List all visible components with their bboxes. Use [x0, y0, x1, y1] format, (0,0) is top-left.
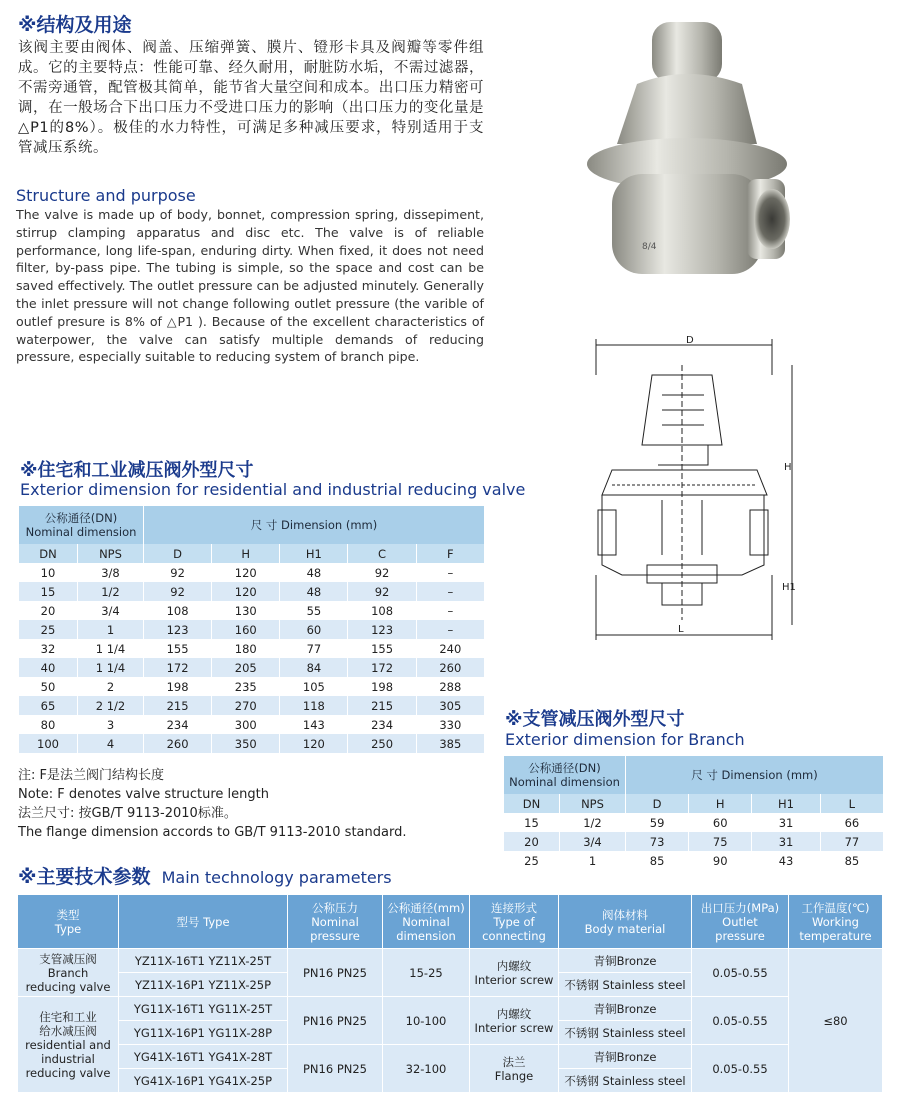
- table-column-row: [19, 544, 485, 563]
- outlet-cell: 0.05-0.55: [692, 1045, 789, 1093]
- connect-line: 内螺纹: [496, 958, 532, 973]
- column-header: NPS: [560, 794, 626, 813]
- header-line: connecting: [482, 928, 546, 943]
- table-cell: 84: [280, 658, 348, 677]
- params-table: [17, 894, 883, 1093]
- header-line: Outlet: [722, 914, 758, 929]
- table-cell: 25: [19, 620, 78, 639]
- table-cell: –: [416, 563, 484, 582]
- header-outlet: [692, 895, 789, 949]
- header-temp: [789, 895, 883, 949]
- structure-heading-en: Structure and purpose: [16, 186, 196, 205]
- structure-paragraph-cn: 该阀主要由阀体、阀盖、压缩弹簧、膜片、镫形卡具及阀瓣等零件组成。它的主要特点：性能可靠、经久耐用，耐脏防水垢，不需过滤器，不需旁通管，配管极其简单，能节省大量空间和成本。出口压力精密可调，在一般场合下出口压力不受进口压力的影响（出口压力的变化量是△P1的8%）。极佳的水力特性，可满足多种减压要求，特别适用于支管减压系统。: [18, 40, 484, 156]
- table-cell: 59: [626, 813, 689, 832]
- table-row: [18, 997, 883, 1021]
- table-cell: 2 1/2: [78, 696, 144, 715]
- type-cell: [18, 949, 119, 997]
- table-column-row: [504, 794, 884, 813]
- header-line: 类型: [56, 907, 80, 922]
- nominal-header: [19, 506, 144, 544]
- table-cell: 3/8: [78, 563, 144, 582]
- dimension-header: 尺 寸 Dimension (mm): [626, 756, 884, 794]
- table-row: [19, 601, 485, 620]
- table-cell: 300: [212, 715, 280, 734]
- table-cell: –: [416, 582, 484, 601]
- table-row: [504, 851, 884, 870]
- table-cell: 2: [78, 677, 144, 696]
- table-cell: 180: [212, 639, 280, 658]
- params-header-row: [18, 895, 883, 949]
- table-cell: 130: [212, 601, 280, 620]
- table-cell: 120: [212, 563, 280, 582]
- table-cell: 205: [212, 658, 280, 677]
- table-row: [18, 949, 883, 973]
- table-cell: 15: [504, 813, 560, 832]
- table-row: [504, 832, 884, 851]
- table-cell: 25: [504, 851, 560, 870]
- table-cell: 20: [19, 601, 78, 620]
- pressure-cell: PN16 PN25: [288, 1045, 383, 1093]
- material-cell: 青铜Bronze: [559, 949, 692, 973]
- table-cell: 350: [212, 734, 280, 753]
- model-cell: YG11X-16T1 YG11X-25T: [119, 997, 288, 1021]
- table-cell: 55: [280, 601, 348, 620]
- table-cell: 305: [416, 696, 484, 715]
- table-cell: 260: [144, 734, 212, 753]
- table-cell: 108: [144, 601, 212, 620]
- table-cell: 1: [560, 851, 626, 870]
- type-line: industrial: [41, 1051, 95, 1066]
- table-row: [504, 813, 884, 832]
- table-cell: 240: [416, 639, 484, 658]
- table-cell: –: [416, 601, 484, 620]
- material-cell: 不锈钢 Stainless steel: [559, 1069, 692, 1093]
- table-row: [19, 677, 485, 696]
- table-cell: 123: [348, 620, 416, 639]
- table-cell: 92: [144, 582, 212, 601]
- table-cell: 40: [19, 658, 78, 677]
- table-cell: –: [416, 620, 484, 639]
- table-row: [18, 1045, 883, 1069]
- dim-label-l: L: [678, 624, 684, 635]
- column-header: L: [820, 794, 883, 813]
- header-model: 型号 Type: [119, 895, 288, 949]
- pressure-cell: PN16 PN25: [288, 949, 383, 997]
- table-cell: 235: [212, 677, 280, 696]
- table-cell: 160: [212, 620, 280, 639]
- branch-heading-cn: ※支管减压阀外型尺寸: [505, 709, 685, 730]
- header-material: [559, 895, 692, 949]
- table-row: [19, 639, 485, 658]
- structure-paragraph-en: The valve is made up of body, bonnet, compression spring, dissepiment, stirrup clamping apparatus and disc etc. The valve is of reliable performance, long life-span, enduring dirty. When fixed, it does not need filter, by-pass pipe. The tubing is simple, so the space and cost can be saved effectively. The outlet pressure can be adjusted minutely. Generally the inlet pressure will not change following outlet pressure (the varible of outlef presure is 8% of △P1 ). Because of the excellent characteristics of waterpower, the valve can satisfy multiple demands of reducing pressure, especially suitable to reducing system of branch pipe.: [16, 207, 484, 365]
- connect-cell: [470, 1045, 559, 1093]
- branch-heading-en: Exterior dimension for Branch: [505, 730, 745, 749]
- table-cell: 120: [212, 582, 280, 601]
- header-line: dimension: [396, 928, 456, 943]
- material-cell: 不锈钢 Stainless steel: [559, 1021, 692, 1045]
- table-cell: 1/2: [78, 582, 144, 601]
- table-row: [19, 658, 485, 677]
- table-cell: 118: [280, 696, 348, 715]
- connect-line: Interior screw: [474, 1020, 554, 1035]
- branch-dimension-table: [503, 756, 884, 870]
- table-cell: 92: [144, 563, 212, 582]
- table-cell: 73: [626, 832, 689, 851]
- header-line: pressure: [310, 928, 360, 943]
- header-connect: [470, 895, 559, 949]
- header-line: Type of: [493, 914, 535, 929]
- table-cell: 270: [212, 696, 280, 715]
- table-cell: 92: [348, 563, 416, 582]
- column-header: DN: [504, 794, 560, 813]
- connect-cell: [470, 997, 559, 1045]
- residential-dimension-table: [18, 506, 485, 753]
- table-cell: 90: [689, 851, 752, 870]
- header-line: Nominal: [311, 914, 359, 929]
- table-cell: 120: [280, 734, 348, 753]
- table-cell: 1/2: [560, 813, 626, 832]
- column-header: NPS: [78, 544, 144, 563]
- valve-photo: [582, 14, 794, 296]
- residential-heading-en: Exterior dimension for residential and industrial reducing valve: [20, 480, 526, 499]
- column-header: H: [212, 544, 280, 563]
- pressure-cell: PN16 PN25: [288, 997, 383, 1045]
- table-cell: 143: [280, 715, 348, 734]
- header-nominal: [383, 895, 470, 949]
- table-cell: 105: [280, 677, 348, 696]
- model-cell: YZ11X-16T1 YZ11X-25T: [119, 949, 288, 973]
- nominal-header-en: Nominal dimension: [25, 525, 137, 539]
- header-line: Nominal: [402, 914, 450, 929]
- table-cell: 198: [348, 677, 416, 696]
- table-cell: 123: [144, 620, 212, 639]
- table-cell: 50: [19, 677, 78, 696]
- header-pressure: [288, 895, 383, 949]
- type-line: residential and: [25, 1037, 111, 1052]
- table-cell: 3: [78, 715, 144, 734]
- table-cell: 1: [78, 620, 144, 639]
- table-row: [19, 696, 485, 715]
- table-cell: 155: [144, 639, 212, 658]
- table-cell: 20: [504, 832, 560, 851]
- notes-block: [18, 766, 406, 842]
- table-cell: 85: [820, 851, 883, 870]
- column-header: H1: [752, 794, 820, 813]
- type-line: Branch: [47, 965, 89, 980]
- header-line: 阀体材料: [602, 907, 648, 922]
- type-line: 住宅和工业: [39, 1009, 97, 1024]
- table-cell: 330: [416, 715, 484, 734]
- nominal-cell: 10-100: [383, 997, 470, 1045]
- header-line: temperature: [799, 928, 872, 943]
- table-cell: 60: [689, 813, 752, 832]
- header-line: 公称通径(mm): [387, 900, 465, 915]
- header-line: Type: [54, 921, 82, 936]
- table-cell: 77: [820, 832, 883, 851]
- dim-label-h: H: [784, 462, 792, 473]
- table-cell: 1 1/4: [78, 658, 144, 677]
- model-cell: YZ11X-16P1 YZ11X-25P: [119, 973, 288, 997]
- table-row: [19, 563, 485, 582]
- column-header: DN: [19, 544, 78, 563]
- table-cell: 48: [280, 582, 348, 601]
- table-cell: 385: [416, 734, 484, 753]
- table-cell: 260: [416, 658, 484, 677]
- header-line: 出口压力(MPa): [700, 900, 780, 915]
- material-cell: 青铜Bronze: [559, 1045, 692, 1069]
- dimension-header: 尺 寸 Dimension (mm): [144, 506, 485, 544]
- connect-line: Interior screw: [474, 972, 554, 987]
- connect-line: 内螺纹: [496, 1006, 532, 1021]
- header-type: [18, 895, 119, 949]
- connect-cell: [470, 949, 559, 997]
- column-header: D: [626, 794, 689, 813]
- table-cell: 75: [689, 832, 752, 851]
- nominal-header-en: Nominal dimension: [509, 775, 620, 789]
- table-cell: 92: [348, 582, 416, 601]
- table-cell: 66: [820, 813, 883, 832]
- header-line: Body material: [584, 921, 666, 936]
- note-line: The flange dimension accords to GB/T 9113-2010 standard.: [18, 825, 407, 840]
- column-header: C: [348, 544, 416, 563]
- type-line: reducing valve: [25, 1065, 111, 1080]
- table-header-row: [19, 506, 485, 544]
- table-cell: 48: [280, 563, 348, 582]
- header-line: pressure: [715, 928, 765, 943]
- outlet-cell: 0.05-0.55: [692, 997, 789, 1045]
- header-line: 公称压力: [312, 900, 358, 915]
- structure-heading-cn: ※结构及用途: [18, 14, 132, 36]
- table-cell: 43: [752, 851, 820, 870]
- table-cell: 65: [19, 696, 78, 715]
- type-cell: [18, 997, 119, 1093]
- table-cell: 172: [144, 658, 212, 677]
- column-header: H1: [280, 544, 348, 563]
- type-line: 支管减压阀: [39, 951, 97, 966]
- column-header: H: [689, 794, 752, 813]
- table-cell: 4: [78, 734, 144, 753]
- temp-cell: ≤80: [789, 949, 883, 1093]
- table-cell: 3/4: [78, 601, 144, 620]
- connect-line: Flange: [494, 1068, 534, 1083]
- column-header: D: [144, 544, 212, 563]
- nominal-header-cn: 公称通径(DN): [44, 511, 118, 525]
- model-cell: YG11X-16P1 YG11X-28P: [119, 1021, 288, 1045]
- params-heading-cn: ※主要技术参数: [18, 866, 151, 888]
- type-line: reducing valve: [25, 979, 111, 994]
- params-heading: [18, 862, 392, 889]
- model-cell: YG41X-16T1 YG41X-28T: [119, 1045, 288, 1069]
- table-cell: 155: [348, 639, 416, 658]
- table-cell: 77: [280, 639, 348, 658]
- note-line: 法兰尺寸: 按GB/T 9113-2010标准。: [18, 806, 237, 821]
- nominal-header: [504, 756, 626, 794]
- table-cell: 32: [19, 639, 78, 658]
- note-line: 注: F是法兰阀门结构长度: [18, 768, 164, 783]
- table-row: [19, 582, 485, 601]
- outlet-cell: 0.05-0.55: [692, 949, 789, 997]
- connect-line: 法兰: [502, 1054, 526, 1069]
- dim-label-d: D: [686, 335, 694, 346]
- table-row: [19, 734, 485, 753]
- nominal-cell: 32-100: [383, 1045, 470, 1093]
- table-cell: 85: [626, 851, 689, 870]
- table-cell: 31: [752, 832, 820, 851]
- table-cell: 250: [348, 734, 416, 753]
- material-cell: 不锈钢 Stainless steel: [559, 973, 692, 997]
- residential-heading-cn: ※住宅和工业减压阀外型尺寸: [20, 460, 254, 481]
- table-cell: 234: [144, 715, 212, 734]
- table-cell: 172: [348, 658, 416, 677]
- table-cell: 215: [144, 696, 212, 715]
- table-cell: 10: [19, 563, 78, 582]
- table-cell: 108: [348, 601, 416, 620]
- table-cell: 31: [752, 813, 820, 832]
- header-line: Working: [812, 914, 859, 929]
- nominal-cell: 15-25: [383, 949, 470, 997]
- table-cell: 198: [144, 677, 212, 696]
- table-row: [19, 715, 485, 734]
- params-heading-en: Main technology parameters: [161, 868, 392, 887]
- type-line: 给水减压阀: [39, 1023, 97, 1038]
- photo-mark: 8/4: [642, 242, 657, 252]
- table-cell: 1 1/4: [78, 639, 144, 658]
- note-line: Note: F denotes valve structure length: [18, 787, 269, 802]
- table-cell: 15: [19, 582, 78, 601]
- table-header-row: [504, 756, 884, 794]
- table-cell: 234: [348, 715, 416, 734]
- table-cell: 288: [416, 677, 484, 696]
- table-cell: 215: [348, 696, 416, 715]
- table-row: [19, 620, 485, 639]
- header-line: 工作温度(℃): [801, 900, 870, 915]
- material-cell: 青铜Bronze: [559, 997, 692, 1021]
- dim-label-h1: H1: [782, 582, 796, 593]
- valve-cross-section-diagram: [592, 335, 806, 645]
- table-cell: 3/4: [560, 832, 626, 851]
- table-cell: 100: [19, 734, 78, 753]
- header-line: 连接形式: [491, 900, 537, 915]
- column-header: F: [416, 544, 484, 563]
- table-cell: 80: [19, 715, 78, 734]
- table-cell: 60: [280, 620, 348, 639]
- nominal-header-cn: 公称通径(DN): [528, 761, 601, 775]
- model-cell: YG41X-16P1 YG41X-25P: [119, 1069, 288, 1093]
